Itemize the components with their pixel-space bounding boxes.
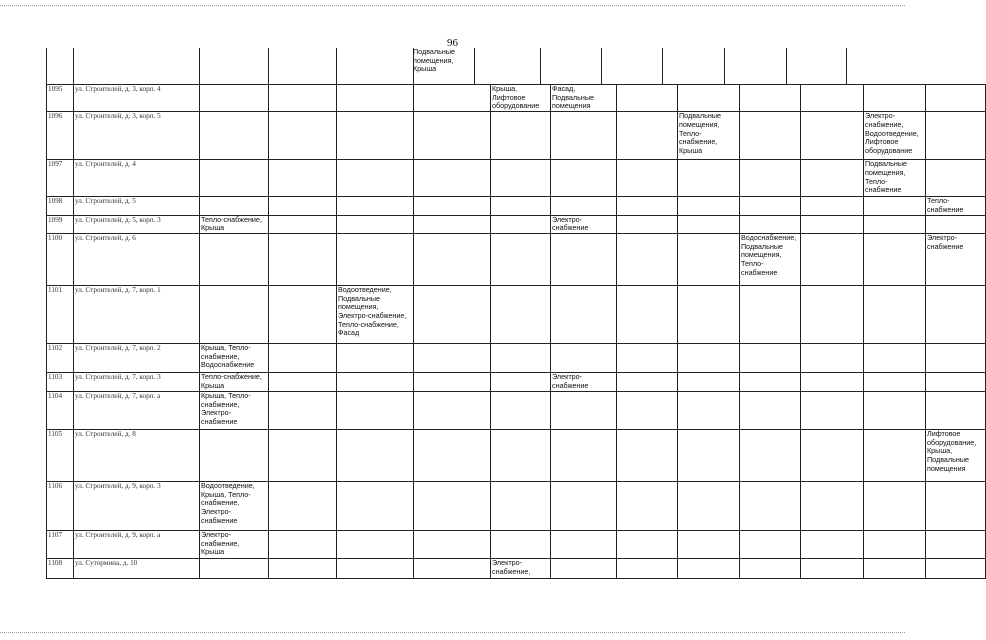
table-row (47, 558, 986, 578)
work-cell (200, 285, 269, 343)
table-row (47, 85, 986, 112)
work-cell (926, 285, 986, 343)
work-cell (801, 558, 864, 578)
work-cell (269, 530, 337, 558)
work-cell (740, 285, 801, 343)
work-cell (617, 530, 678, 558)
work-cell (200, 558, 269, 578)
work-cell (337, 215, 414, 233)
column-rule (786, 48, 787, 84)
work-cell (740, 429, 801, 481)
work-cell: Водоснабжение, Подвальные помещения, Тепло- снабжение (740, 233, 801, 285)
row-number: 1101 (47, 285, 74, 343)
work-cell (678, 372, 740, 391)
row-number: 1106 (47, 481, 74, 530)
work-cell (740, 372, 801, 391)
work-cell (414, 558, 491, 578)
table-row (47, 197, 986, 215)
work-cell: Электро- снабжение (926, 233, 986, 285)
work-cell (617, 197, 678, 215)
work-cell (269, 391, 337, 429)
address-cell: ул. Строителей, д. 8 (74, 429, 200, 481)
work-cell (414, 372, 491, 391)
work-cell (740, 85, 801, 112)
work-cell (801, 112, 864, 160)
work-cell: Крыша, Тепло- снабжение, Водоснабжение (200, 343, 269, 372)
work-cell (740, 530, 801, 558)
work-cell (337, 112, 414, 160)
work-cell (926, 160, 986, 197)
address-cell: ул. Строителей, д. 7, корп. 1 (74, 285, 200, 343)
work-cell (551, 481, 617, 530)
work-cell (269, 343, 337, 372)
work-cell (864, 481, 926, 530)
work-cell (551, 530, 617, 558)
address-cell: ул. Строителей, д. 5, корп. 3 (74, 215, 200, 233)
work-cell (491, 197, 551, 215)
work-cell (414, 429, 491, 481)
work-cell (740, 343, 801, 372)
work-cell (678, 429, 740, 481)
address-cell: ул. Строителей, д. 9, корп. а (74, 530, 200, 558)
row-number: 1096 (47, 112, 74, 160)
work-cell: Лифтовое оборудование, Крыша, Подвальные помещения (926, 429, 986, 481)
work-cell (491, 285, 551, 343)
work-cell (678, 391, 740, 429)
work-cell (414, 112, 491, 160)
scan-edge-bottom (0, 632, 905, 633)
work-cell (678, 481, 740, 530)
work-cell (740, 215, 801, 233)
work-cell (337, 530, 414, 558)
column-rule (846, 48, 847, 84)
work-cell (337, 343, 414, 372)
work-cell (864, 285, 926, 343)
work-cell (801, 285, 864, 343)
work-cell (926, 558, 986, 578)
work-cell (269, 112, 337, 160)
work-cell (678, 160, 740, 197)
work-cell (414, 481, 491, 530)
work-cell (414, 343, 491, 372)
work-cell (801, 530, 864, 558)
address-cell: ул. Строителей, д. 7, корп. а (74, 391, 200, 429)
work-cell (269, 558, 337, 578)
work-cell: Подвальные помещения, Тепло- снабжение (864, 160, 926, 197)
work-cell (678, 85, 740, 112)
work-cell: Подвальные помещения, Тепло- снабжение, Крыша (678, 112, 740, 160)
work-cell (678, 233, 740, 285)
work-cell (740, 558, 801, 578)
work-cell (678, 343, 740, 372)
work-cell (269, 160, 337, 197)
row-number: 1097 (47, 160, 74, 197)
work-cell (200, 85, 269, 112)
work-cell (678, 285, 740, 343)
work-cell (414, 85, 491, 112)
work-cell: Электро- снабжение (551, 372, 617, 391)
work-cell (414, 233, 491, 285)
work-cell (200, 429, 269, 481)
work-cell: Фасад, Подвальные помещения (551, 85, 617, 112)
work-cell (269, 233, 337, 285)
work-cell (926, 215, 986, 233)
row-number: 1098 (47, 197, 74, 215)
work-cell (551, 112, 617, 160)
work-cell (337, 197, 414, 215)
address-cell: ул. Строителей, д. 7, корп. 2 (74, 343, 200, 372)
column-rule (199, 48, 200, 84)
carryover-cell-text: Подвальные помещения, Крыша (413, 47, 456, 74)
work-cell (926, 481, 986, 530)
table-row (47, 233, 986, 285)
work-cell (801, 215, 864, 233)
work-cell (801, 343, 864, 372)
work-cell (801, 160, 864, 197)
address-cell: ул. Сутормина, д. 10 (74, 558, 200, 578)
work-cell (617, 160, 678, 197)
column-rule (336, 48, 337, 84)
work-cell (337, 233, 414, 285)
table-row (47, 530, 986, 558)
work-cell (678, 215, 740, 233)
work-cell (864, 85, 926, 112)
row-number: 1100 (47, 233, 74, 285)
work-cell (269, 285, 337, 343)
work-cell (926, 112, 986, 160)
work-cell (864, 372, 926, 391)
address-cell: ул. Строителей, д. 3, корп. 4 (74, 85, 200, 112)
work-cell (269, 215, 337, 233)
column-rule (601, 48, 602, 84)
work-cell: Тепло-снабжение, Крыша (200, 372, 269, 391)
work-cell (801, 233, 864, 285)
work-cell: Электро- снабжение, (491, 558, 551, 578)
work-cell (551, 391, 617, 429)
work-cell: Тепло- снабжение (926, 197, 986, 215)
work-cell (617, 85, 678, 112)
work-cell (491, 429, 551, 481)
register-table (46, 84, 986, 579)
work-cell (801, 429, 864, 481)
work-cell: Водоотведение, Крыша, Тепло- снабжение, Электро- снабжение (200, 481, 269, 530)
work-cell (801, 85, 864, 112)
work-cell (617, 215, 678, 233)
work-cell (740, 197, 801, 215)
work-cell (269, 429, 337, 481)
work-cell (864, 233, 926, 285)
work-cell (269, 372, 337, 391)
work-cell (491, 160, 551, 197)
work-cell (617, 285, 678, 343)
work-cell (864, 197, 926, 215)
work-cell (551, 160, 617, 197)
work-cell (337, 429, 414, 481)
work-cell (864, 429, 926, 481)
row-number: 1108 (47, 558, 74, 578)
work-cell (200, 233, 269, 285)
work-cell: Крыша, Тепло- снабжение, Электро- снабжение (200, 391, 269, 429)
work-cell (491, 530, 551, 558)
work-cell (551, 285, 617, 343)
row-number: 1103 (47, 372, 74, 391)
work-cell (491, 481, 551, 530)
row-number: 1107 (47, 530, 74, 558)
row-number: 1102 (47, 343, 74, 372)
address-cell: ул. Строителей, д. 3, корп. 5 (74, 112, 200, 160)
work-cell (491, 215, 551, 233)
work-cell (551, 558, 617, 578)
work-cell (269, 481, 337, 530)
work-cell (864, 558, 926, 578)
work-cell (617, 481, 678, 530)
work-cell (926, 372, 986, 391)
work-cell (740, 391, 801, 429)
row-number: 1095 (47, 85, 74, 112)
work-cell (551, 429, 617, 481)
table-row (47, 429, 986, 481)
work-cell (414, 197, 491, 215)
work-cell (337, 481, 414, 530)
work-cell (740, 112, 801, 160)
column-rule (46, 48, 47, 84)
table-row (47, 112, 986, 160)
work-cell (337, 558, 414, 578)
work-cell (337, 391, 414, 429)
work-cell (617, 558, 678, 578)
work-cell (801, 481, 864, 530)
table-row (47, 285, 986, 343)
work-cell (414, 160, 491, 197)
column-rule (662, 48, 663, 84)
work-cell: Крыша, Лифтовое оборудование (491, 85, 551, 112)
work-cell (926, 530, 986, 558)
work-cell (864, 343, 926, 372)
work-cell (801, 372, 864, 391)
column-rule (474, 48, 475, 84)
work-cell (491, 391, 551, 429)
work-cell (269, 197, 337, 215)
work-cell (491, 233, 551, 285)
address-cell: ул. Строителей, д. 4 (74, 160, 200, 197)
work-cell (740, 160, 801, 197)
scan-edge-top (0, 5, 905, 6)
table-row (47, 160, 986, 197)
column-rule (73, 48, 74, 84)
page-number: 96 (447, 37, 458, 49)
work-cell (491, 343, 551, 372)
work-cell (678, 558, 740, 578)
work-cell (414, 391, 491, 429)
row-number: 1104 (47, 391, 74, 429)
work-cell (864, 391, 926, 429)
column-rule (268, 48, 269, 84)
row-number: 1105 (47, 429, 74, 481)
column-rule (540, 48, 541, 84)
work-cell (801, 391, 864, 429)
work-cell (678, 197, 740, 215)
work-cell (551, 343, 617, 372)
work-cell: Электро- снабжение, Водоотведение, Лифтовое оборудование (864, 112, 926, 160)
work-cell: Водоотведение, Подвальные помещения, Электро-снабжение, Тепло-снабжение, Фасад (337, 285, 414, 343)
work-cell (617, 372, 678, 391)
work-cell (337, 160, 414, 197)
work-cell: Электро- снабжение (551, 215, 617, 233)
work-cell (337, 85, 414, 112)
work-cell (337, 372, 414, 391)
row-number: 1099 (47, 215, 74, 233)
work-cell (617, 429, 678, 481)
work-cell (414, 530, 491, 558)
work-cell (269, 85, 337, 112)
work-cell (617, 343, 678, 372)
work-cell (926, 391, 986, 429)
work-cell (200, 197, 269, 215)
column-rule (724, 48, 725, 84)
table-row (47, 215, 986, 233)
work-cell (801, 197, 864, 215)
work-cell (551, 233, 617, 285)
work-cell (414, 285, 491, 343)
work-cell (740, 481, 801, 530)
work-cell (926, 343, 986, 372)
work-cell (200, 160, 269, 197)
table-row (47, 372, 986, 391)
work-cell (617, 112, 678, 160)
work-cell (678, 530, 740, 558)
work-cell: Электро- снабжение, Крыша (200, 530, 269, 558)
address-cell: ул. Строителей, д. 7, корп. 3 (74, 372, 200, 391)
address-cell: ул. Строителей, д. 6 (74, 233, 200, 285)
work-cell (864, 215, 926, 233)
table-row (47, 391, 986, 429)
work-cell (864, 530, 926, 558)
work-cell (200, 112, 269, 160)
work-cell (491, 372, 551, 391)
address-cell: ул. Строителей, д. 9, корп. 3 (74, 481, 200, 530)
work-cell (414, 215, 491, 233)
work-cell (491, 112, 551, 160)
work-cell (617, 391, 678, 429)
address-cell: ул. Строителей, д. 5 (74, 197, 200, 215)
work-cell (551, 197, 617, 215)
work-cell: Тепло-снабжение, Крыша (200, 215, 269, 233)
work-cell (926, 85, 986, 112)
table-row (47, 343, 986, 372)
work-cell (617, 233, 678, 285)
table-row (47, 481, 986, 530)
